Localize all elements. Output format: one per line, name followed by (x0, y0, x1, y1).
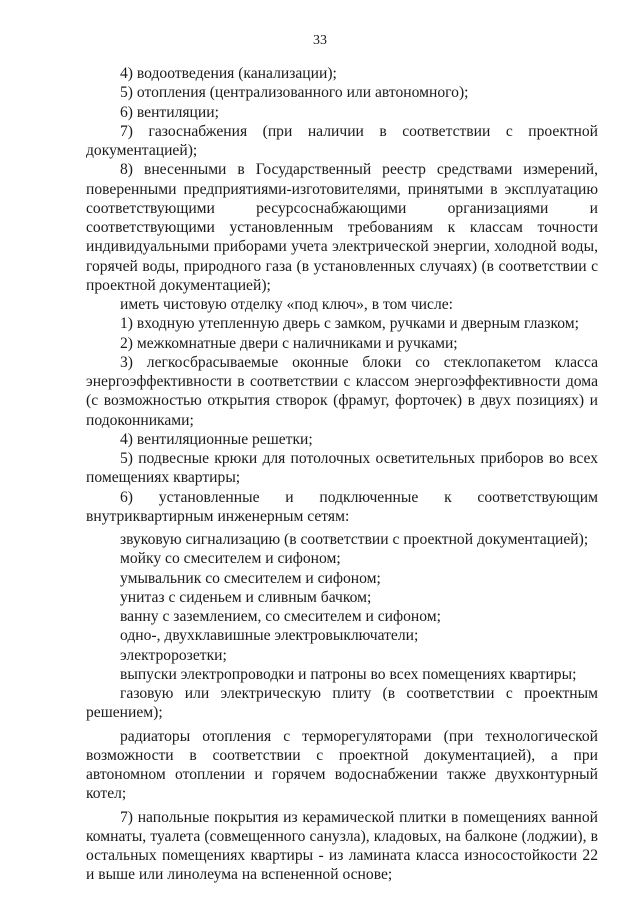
paragraph: 7) напольные покрытия из керамической плитки в помещениях ванной комнаты, туалета (совмещенного санузла), кладовых, на балконе (лоджии), в остальных помещениях квартиры - из ламината класса износостойкости 22 и выше или линолеума на вспененной основе; (86, 808, 598, 884)
paragraph: 4) вентиляционные решетки; (120, 430, 313, 448)
paragraph: 5) подвесные крюки для потолочных осветительных приборов во всех помещениях квартиры; (86, 450, 598, 487)
paragraph: 1) входную утепленную дверь с замком, ручками и дверным глазком; (120, 315, 580, 333)
paragraph: мойку со смесителем и сифоном; (120, 550, 341, 568)
paragraph: электророзетки; (120, 646, 227, 664)
paragraph: радиаторы отопления с терморегуляторами (при технологической возможности в соответствии с проектной документацией), а при автономном отоплении и горячем водоснабжении также двухконтурный котел; (86, 727, 598, 803)
paragraph: 7) газоснабжения (при наличии в соответствии с проектной документацией); (86, 122, 598, 159)
paragraph: иметь чистовую отделку «под ключ», в том числе: (120, 296, 453, 313)
paragraph: унитаз с сиденьем и сливным бачком; (120, 588, 372, 606)
paragraph: 2) межкомнатные двери с наличниками и ручками; (120, 334, 458, 352)
paragraph: 6) вентиляции; (120, 103, 219, 121)
paragraph: умывальник со смесителем и сифоном; (120, 569, 381, 587)
paragraph: 8) внесенными в Государственный реестр средствами измерений, поверенными предприятиями-изготовителями, принятыми в эксплуатацию соответствующими ресурсоснабжающими организациями и соответствующими установленным требованиям к классам точности индивидуальными приборами учета электрической энергии, холодной воды, горячей воды, природного газа (в установленных случаях) (в соответствии с проектной документацией); (86, 161, 598, 294)
paragraph: 3) легкосбрасываемые оконные блоки со стеклопакетом класса энергоэффективности в соответствии с классом энергоэффективности дома (с возможностью открытия створок (фрамуг, форточек) в двух позициях) и подоконниками; (86, 353, 598, 429)
page-number: 33 (313, 33, 327, 48)
paragraph: выпуски электропроводки и патроны во всех помещениях квартиры; (120, 665, 577, 683)
paragraph: ванну с заземлением, со смесителем и сифоном; (120, 608, 441, 625)
paragraph: одно-, двухклавишные электровыключатели; (120, 627, 419, 645)
paragraph: 5) отопления (централизованного или автономного); (120, 84, 469, 102)
paragraph: 4) водоотведения (канализации); (120, 65, 337, 82)
paragraph: газовую или электрическую плиту (в соответствии с проектным решением); (86, 685, 598, 722)
document-body (86, 64, 598, 885)
paragraph: звуковую сигнализацию (в соответствии с проектной документацией); (120, 531, 589, 548)
paragraph: 6) установленные и подключенные к соответствующим внутриквартирным инженерным сетям: (86, 488, 598, 525)
